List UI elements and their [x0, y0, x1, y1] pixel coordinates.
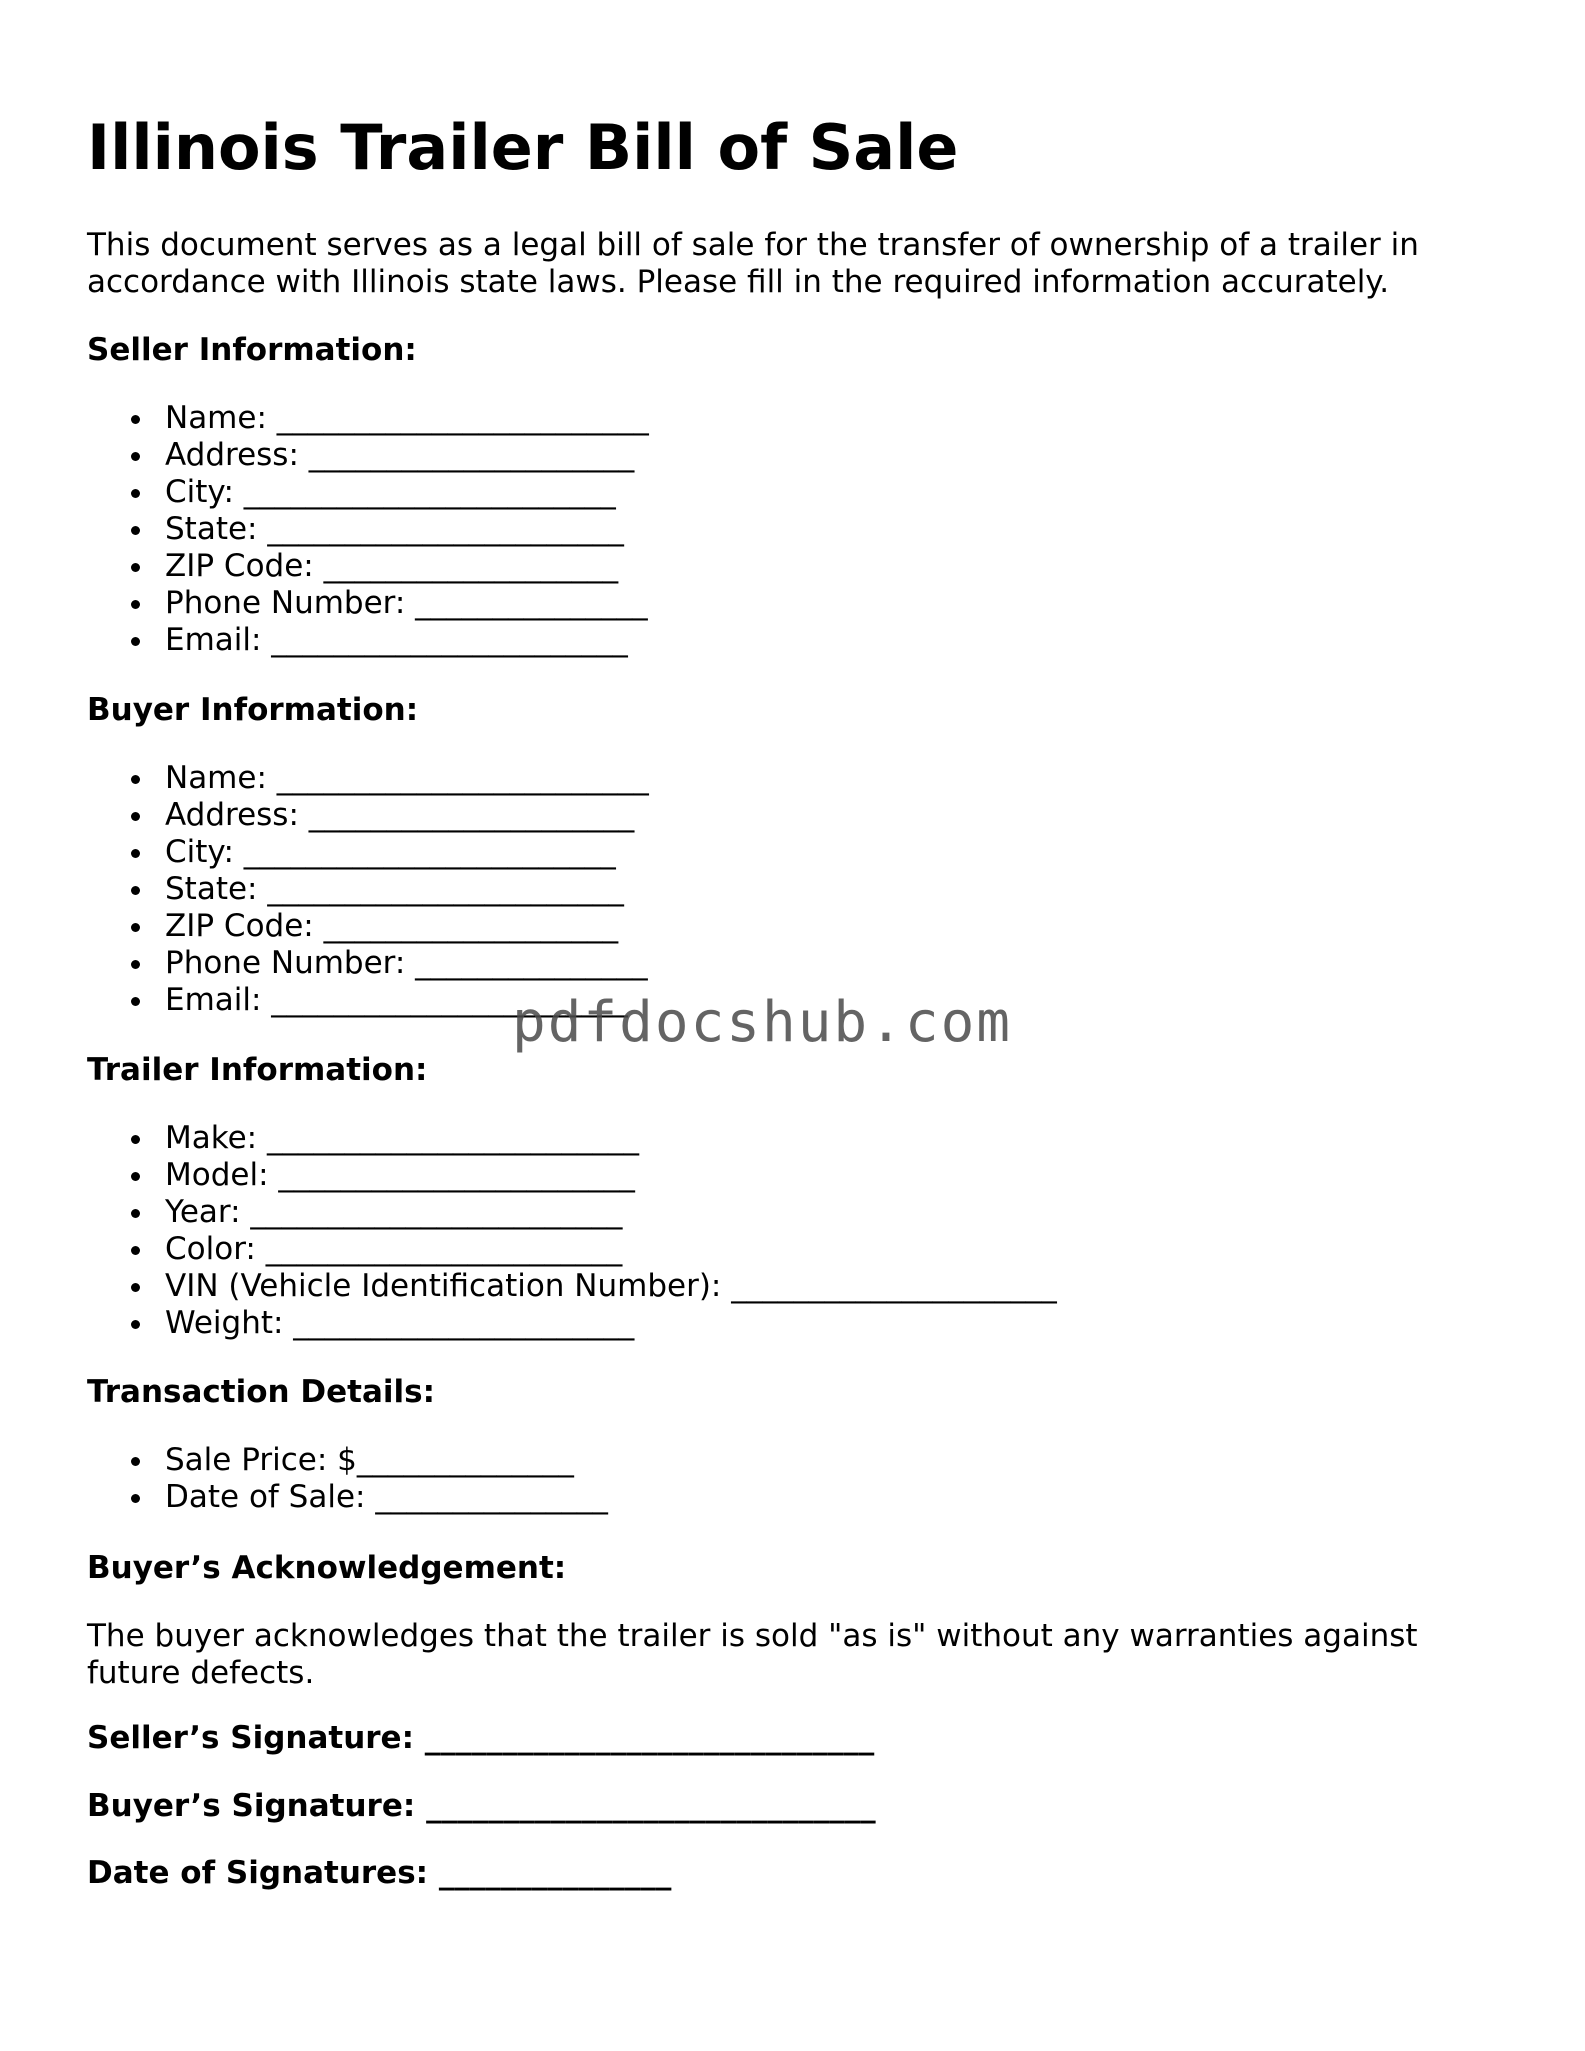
acknowledgement-heading: Buyer’s Acknowledgement: — [87, 1550, 567, 1586]
transaction-details-heading: Transaction Details: — [87, 1374, 435, 1410]
intro-paragraph: This document serves as a legal bill of sale for the transfer of ownership of a trailer in accordance with Illinois state laws. Please fill in the required information accurately. — [87, 227, 1419, 300]
trailer-color-field[interactable]: Color: _______________________ — [87, 1231, 1057, 1268]
trailer-model-field[interactable]: Model: _______________________ — [87, 1157, 1057, 1194]
seller-state-field[interactable]: State: _______________________ — [87, 511, 649, 548]
signature-date-line[interactable]: Date of Signatures: _______________ — [87, 1855, 672, 1891]
seller-email-field[interactable]: Email: _______________________ — [87, 622, 649, 659]
seller-name-field[interactable]: Name: ________________________ — [87, 400, 649, 437]
seller-signature-line[interactable]: Seller’s Signature: _____________________________ — [87, 1720, 875, 1756]
document-title: Illinois Trailer Bill of Sale — [87, 111, 959, 184]
buyer-information-heading: Buyer Information: — [87, 692, 419, 728]
buyer-zip-field[interactable]: ZIP Code: ___________________ — [87, 908, 649, 945]
buyer-city-field[interactable]: City: ________________________ — [87, 834, 649, 871]
trailer-field-list — [87, 1120, 1057, 1342]
seller-city-field[interactable]: City: ________________________ — [87, 474, 649, 511]
buyer-state-field[interactable]: State: _______________________ — [87, 871, 649, 908]
seller-zip-field[interactable]: ZIP Code: ___________________ — [87, 548, 649, 585]
seller-field-list — [87, 400, 649, 659]
sale-price-field[interactable]: Sale Price: $______________ — [87, 1442, 608, 1479]
buyer-phone-field[interactable]: Phone Number: _______________ — [87, 945, 649, 982]
trailer-vin-field[interactable]: VIN (Vehicle Identification Number): _____________________ — [87, 1268, 1057, 1305]
buyer-signature-line[interactable]: Buyer’s Signature: _____________________________ — [87, 1788, 876, 1824]
seller-phone-field[interactable]: Phone Number: _______________ — [87, 585, 649, 622]
date-of-sale-field[interactable]: Date of Sale: _______________ — [87, 1479, 608, 1516]
watermark-text: pdfdocshub.com — [512, 990, 1013, 1055]
trailer-weight-field[interactable]: Weight: ______________________ — [87, 1305, 1057, 1342]
buyer-address-field[interactable]: Address: _____________________ — [87, 797, 649, 834]
trailer-year-field[interactable]: Year: ________________________ — [87, 1194, 1057, 1231]
buyer-name-field[interactable]: Name: ________________________ — [87, 760, 649, 797]
trailer-information-heading: Trailer Information: — [87, 1052, 428, 1088]
buyer-field-list — [87, 760, 649, 1019]
transaction-field-list — [87, 1442, 608, 1516]
seller-information-heading: Seller Information: — [87, 332, 417, 368]
trailer-make-field[interactable]: Make: ________________________ — [87, 1120, 1057, 1157]
acknowledgement-text: The buyer acknowledges that the trailer is sold "as is" without any warranties against future defects. — [87, 1618, 1418, 1691]
seller-address-field[interactable]: Address: _____________________ — [87, 437, 649, 474]
buyer-email-field[interactable]: Email: _______________________ — [87, 982, 649, 1019]
